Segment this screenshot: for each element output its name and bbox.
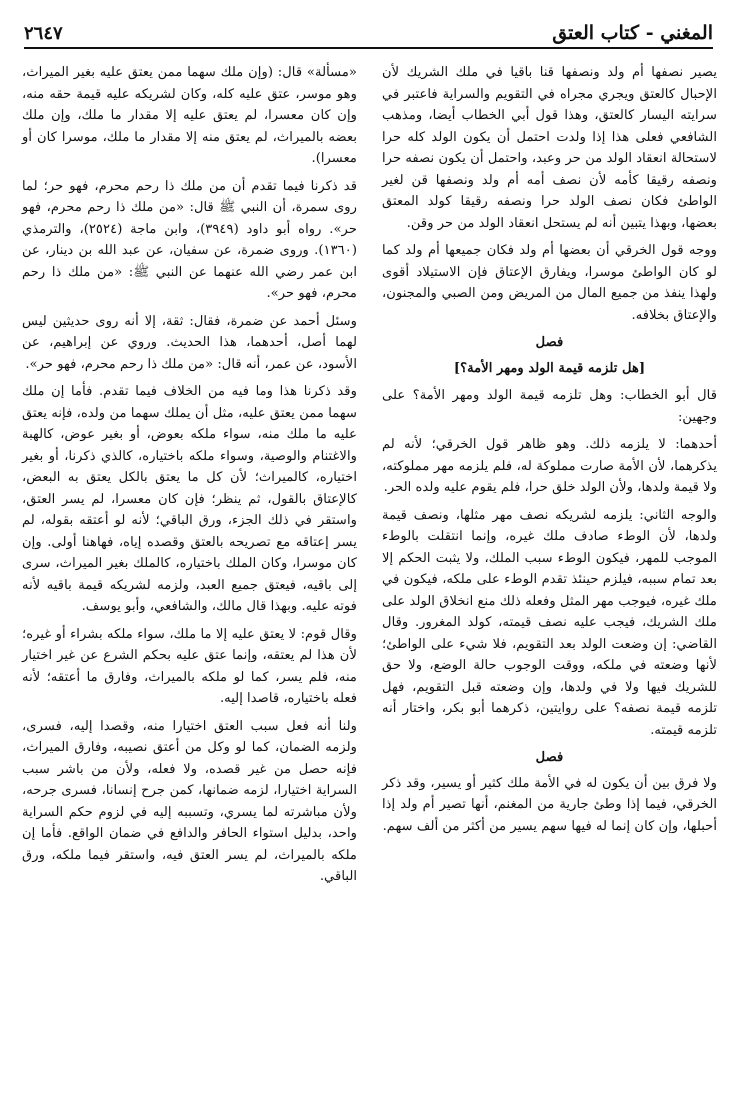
paragraph: ولا فرق بين أن يكون له في الأمة ملك كثير أو يسير، وقد ذكر الخرقي، فيما إذا وطئ جارية من المغنم، أنها تصير أم ولد إذا أحبلها، وإن كان إنما له فيها سهم يسير من أكثر من ألف سهم.	[382, 775, 717, 834]
paragraph: قد ذكرنا فيما تقدم أن من ملك ذا رحم محرم، فهو حر؛ لما روى سمرة، أن النبي ﷺ قال: «من ملك ذا رحم محرم، فهو حر». رواه أبو داود (٣٩٤٩)، وابن ماجة (٢٥٢٤)، والترمذي (١٣٦٠). وروى ضمرة، عن سفيان، عن عبد الله بن دينار، عن ابن عمر رضي الله عنهما عن النبي ﷺ: «من ملك ذا رحم محرم، فهو حر».	[22, 178, 357, 301]
section-heading: فصل	[535, 335, 564, 350]
paragraph: وسئل أحمد عن ضمرة، فقال: ثقة، إلا أنه روى حديثين ليس لهما أصل، أحدهما، هذا الحديث. وروي عن إبراهيم، عن الأسود، عن عمر، أنه قال: «من ملك ذا رحم محرم، فهو حر».	[22, 313, 357, 372]
page-number: ٢٦٤٧	[24, 23, 63, 44]
paragraph: أحدهما: لا يلزمه ذلك. وهو ظاهر قول الخرقي؛ لأنه لم يذكرهما، لأن الأمة صارت مملوكة له، فلم يلزمه مهر مملوكته، ولا قيمة ولدها، ولأن الولد خلق حرا، فلم يقوم عليه ولده الحر.	[382, 437, 717, 495]
left-column	[22, 62, 357, 894]
section-heading: فصل	[535, 750, 564, 765]
paragraph: ووجه قول الخرقي أن بعضها أم ولد فكان جميعها أم ولد كما لو كان الواطئ موسرا، ويفارق الإعتاق فإن الاستيلاد أقوى ولهذا ينفذ من جميع المال من المريض ومن الصبي والمجنون، والإعتاق بخلافه.	[382, 243, 717, 323]
paragraph: وقال قوم: لا يعتق عليه إلا ما ملك، سواء ملكه بشراء أو غيره؛ لأن هذا لم يعتقه، وإنما عتق عليه بحكم الشرع عن غير اختيار منه، فلم يسر، كما لو ملكه بالميراث، وفارق ما أعتقه؛ لأنه فعله باختياره، قاصدا إليه.	[22, 626, 357, 706]
paragraph: والوجه الثاني: يلزمه لشريكه نصف مهر مثلها، ونصف قيمة ولدها، لأن الوطء صادف ملك غيره، وإنما انتقلت بالوطء الموجب للمهر، فيكون الوطء سبب الملك، ولا يثبت الحكم إلا بعد تمام سببه، فيلزم حينئذ تقدم الوطء على ملكه، فيكون في ملك غيره، فيوجب مهر المثل وفعله ذلك منع انخلاق الولد على ملك الشريك، فيجب عليه نصف قيمته، كولد المغرور. وقال القاضي: إن وضعت الولد بعد التقويم، فلا شيء على الواطئ؛ لأنها وضعته في ملكه، ووقت الوجوب حالة الوضع، ولا حق للشريك فيها ولا في ولدها، وإن وضعته قبل التقويم، فهل تلزمه قيمة نصفه؟ على روايتين، ذكرهما أبو بكر، واختار أنه تلزمه قيمته.	[382, 507, 717, 738]
right-column	[382, 62, 717, 843]
running-title: المغني - كتاب العتق	[552, 22, 713, 44]
page-header	[24, 14, 713, 44]
paragraph: «مسألة» قال: (وإن ملك سهما ممن يعتق عليه بغير الميراث، وهو موسر، عتق عليه كله، وكان لشريكه عليه قيمة حقه منه، وإن كان معسرا، لم يعتق عليه إلا مقدار ما ملك، وإن ملك بعضه بالميراث، لم يعتق منه إلا مقدار ما ملك، موسرا كان أو معسرا).	[22, 65, 357, 166]
paragraph: وقد ذكرنا هذا وما فيه من الخلاف فيما تقدم. فأما إن ملك سهما ممن يعتق عليه، مثل أن يملك سهما من ولده، فإنه يعتق عليه ما ملك منه، سواء ملكه بعوض، أو بغير عوض، كالهبة والاغتنام والوصية، وسواء ملكه باختياره، كالذي ذكرنا، أو بغير اختياره، كالميراث؛ لأن كل ما يعتق بالكل يعتق به البعض، كالإعتاق بالقول، ثم ينظر؛ فإن كان معسرا، لم يسر العتق، واستقر في ذلك الجزء، ورق الباقي؛ لأنه لو أعتقه بقوله، لم يسر إعتاقه مع تصريحه بالعتق وقصده إياه، فهاهنا أولى. وإن كان موسرا، وكان الملك باختياره، كالملك بغير الميراث، سرى إلى باقيه، فيعتق جميع العبد، ولزمه لشريكه قيمة باقيه لأنه فوته عليه. وبهذا قال مالك، والشافعي، وأبو يوسف.	[22, 384, 357, 614]
paragraph: قال أبو الخطاب: وهل تلزمه قيمة الولد ومهر الأمة؟ على وجهين:	[382, 388, 717, 425]
section-subheading: [هل تلزمه قيمة الولد ومهر الأمة؟]	[453, 360, 646, 376]
paragraph: ولنا أنه فعل سبب العتق اختيارا منه، وقصدا إليه، فسرى، ولزمه الضمان، كما لو وكل من أعتق نصيبه، وفارق الميراث، فإنه حصل من غير قصده، ولا فعله، ولأن من باشر سبب السراية اختيارا، لزمه ضمانها، كمن جرح إنسانا، فسرى جرحه، ولأن مباشرته لما يسري، وتسببه إليه في لزوم حكم السراية واحد، بدليل استواء الحافر والدافع في ضمان الواقع. فأما إن ملكه بالميراث، لم يسر العتق فيه، واستقر فيما ملكه، ورق الباقي.	[22, 718, 357, 884]
paragraph: يصير نصفها أم ولد ونصفها قنا باقيا في ملك الشريك لأن الإحبال كالعتق ويجري مجراه في التقويم والسراية فاعتبر في سرايته اليسار كالعتق، وهذا قول أبي الخطاب أيضا، ومذهب الشافعي فعلى هذا إذا ولدت احتمل أن يكون الولد كله حرا لاستحالة انعقاد الولد من حر وعبد، واحتمل أن يكون نصفه حرا ونصفه رقيقا كأمه لأن نصف أمه أم ولد ونصفها قن لغير الواطئ فكان نصف الولد حرا ونصفه رقيقا كولد المعتق بعضها، وبهذا يتبين أنه لم يستحل انعقاد الولد من حر وقن.	[382, 65, 717, 231]
header-rule	[24, 47, 713, 49]
